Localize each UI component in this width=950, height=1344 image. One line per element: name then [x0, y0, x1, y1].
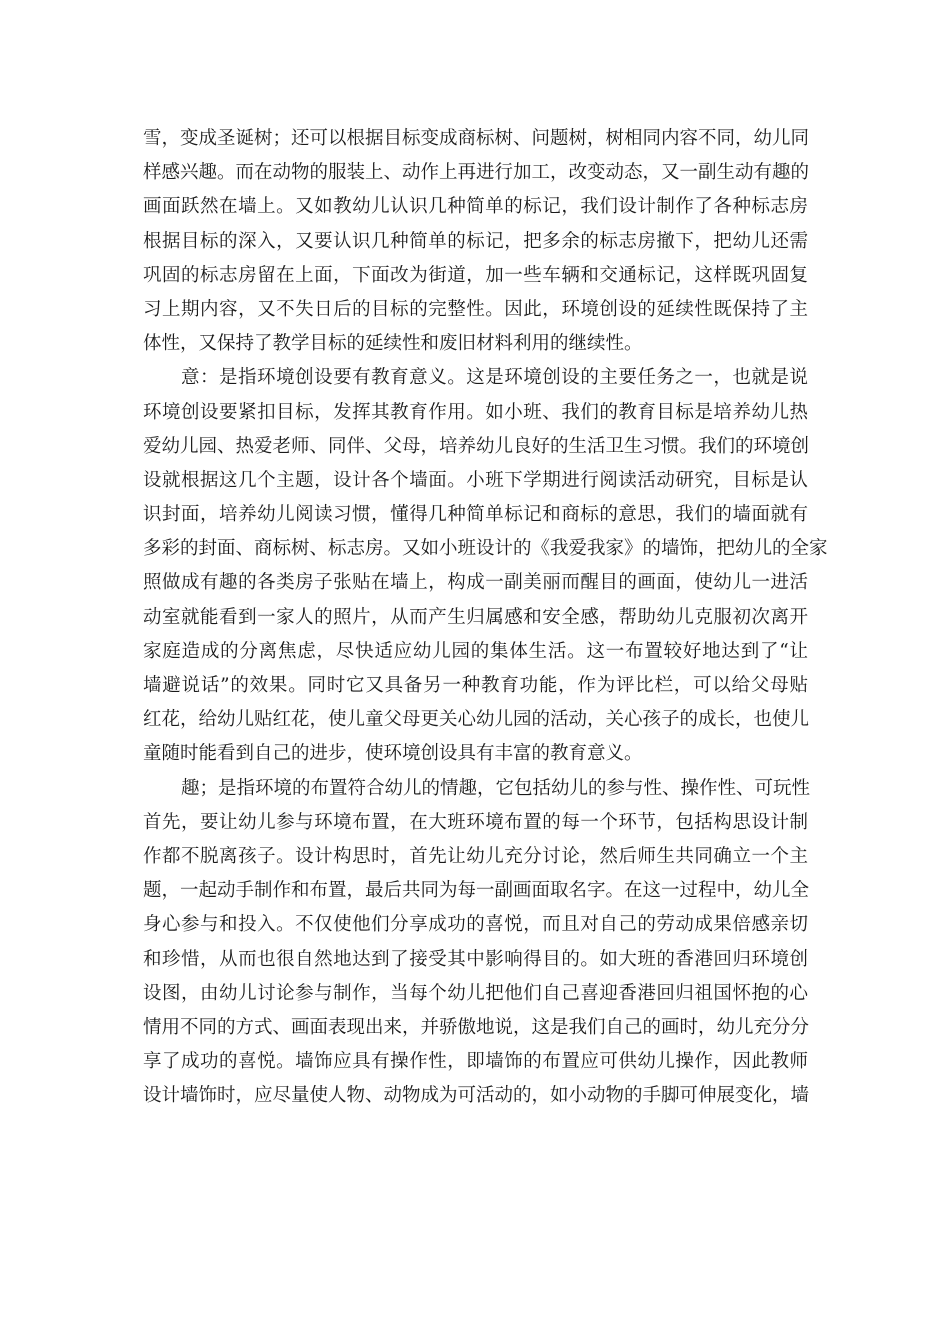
paragraph-meaning — [143, 361, 828, 771]
text-line: 首先，要让幼儿参与环境布置，在大班环境布置的每一个环节，包括构思设计制 — [143, 811, 808, 833]
text-line: 题，一起动手制作和布置，最后共同为每一副画面取名字。在这一过程中，幼儿全 — [143, 880, 810, 902]
text-line: 设图，由幼儿讨论参与制作，当每个幼儿把他们自己喜迎香港回归祖国怀抱的心 — [143, 982, 808, 1004]
text-line: 童随时能看到自己的进步，使环境创设具有丰富的教育意义。 — [143, 743, 643, 765]
document-body — [143, 122, 828, 1113]
text-line: 设就根据这几个主题，设计各个墙面。小班下学期进行阅读活动研究，目标是认 — [143, 469, 808, 491]
text-line: 趣；是指环境的布置符合幼儿的情趣，它包括幼儿的参与性、操作性、可玩性 — [181, 777, 811, 799]
text-line: 墙避说话”的效果。同时它又具备另一种教育功能，作为评比栏，可以给父母贴 — [143, 675, 808, 696]
text-line: 红花，给幼儿贴红花，使儿童父母更关心幼儿园的活动，关心孩子的成长，也使儿 — [143, 709, 810, 731]
text-line: 习上期内容，又不失日后的目标的完整性。因此，环境创设的延续性既保持了主 — [143, 298, 808, 320]
paragraph-continuation — [143, 122, 808, 361]
text-line: 样感兴趣。而在动物的服装上、动作上再进行加工，改变动态，又一副生动有趣的 — [143, 162, 810, 184]
text-line: 意：是指环境创设要有教育意义。这是环境创设的主要任务之一，也就是说 — [181, 367, 808, 389]
text-line: 享了成功的喜悦。墙饰应具有操作性，即墙饰的布置应可供幼儿操作，因此教师 — [143, 1051, 808, 1073]
text-line: 根据目标的深入，又要认识几种简单的标记，把多余的标志房撤下，把幼儿还需 — [143, 230, 808, 252]
text-line: 和珍惜，从而也很自然地达到了接受其中影响得目的。如大班的香港回归环境创 — [143, 948, 808, 970]
text-line: 动室就能看到一家人的照片，从而产生归属感和安全感，帮助幼儿克服初次离开 — [143, 606, 808, 628]
text-line: 情用不同的方式、画面表现出来，并骄傲地说，这是我们自己的画时，幼儿充分分 — [143, 1016, 810, 1038]
text-line: 画面跃然在墙上。又如教幼儿认识几种简单的标记，我们设计制作了各种标志房 — [143, 196, 808, 218]
text-line: 作都不脱离孩子。设计构思时，首先让幼儿充分讨论，然后师生共同确立一个主 — [143, 845, 808, 867]
text-line: 雪，变成圣诞树；还可以根据目标变成商标树、问题树，树相同内容不同，幼儿同 — [143, 128, 810, 149]
text-line: 识封面，培养幼儿阅读习惯，懂得几种简单标记和商标的意思，我们的墙面就有 — [143, 504, 808, 526]
paragraph-interest — [143, 772, 811, 1114]
text-line: 身心参与和投入。不仅使他们分享成功的喜悦，而且对自己的劳动成果倍感亲切 — [143, 914, 808, 936]
text-line: 爱幼儿园、热爱老师、同伴、父母，培养幼儿良好的生活卫生习惯。我们的环境创 — [143, 435, 810, 457]
text-line: 多彩的封面、商标树、标志房。又如小班设计的《我爱我家》的墙饰，把幼儿的全家 — [143, 538, 828, 560]
text-line: 巩固的标志房留在上面，下面改为街道，加一些车辆和交通标记，这样既巩固复 — [143, 264, 808, 286]
text-line: 体性，又保持了教学目标的延续性和废旧材料利用的继续性。 — [143, 333, 643, 355]
text-line: 环境创设要紧扣目标，发挥其教育作用。如小班、我们的教育目标是培养幼儿热 — [143, 401, 808, 423]
text-line: 照做成有趣的各类房子张贴在墙上，构成一副美丽而醒目的画面，使幼儿一进活 — [143, 572, 808, 594]
text-line: 设计墙饰时，应尽量使人物、动物成为可活动的，如小动物的手脚可伸展变化，墙 — [143, 1085, 810, 1107]
text-line: 家庭造成的分离焦虑，尽快适应幼儿园的集体生活。这一布置较好地达到了“让 — [143, 640, 808, 662]
